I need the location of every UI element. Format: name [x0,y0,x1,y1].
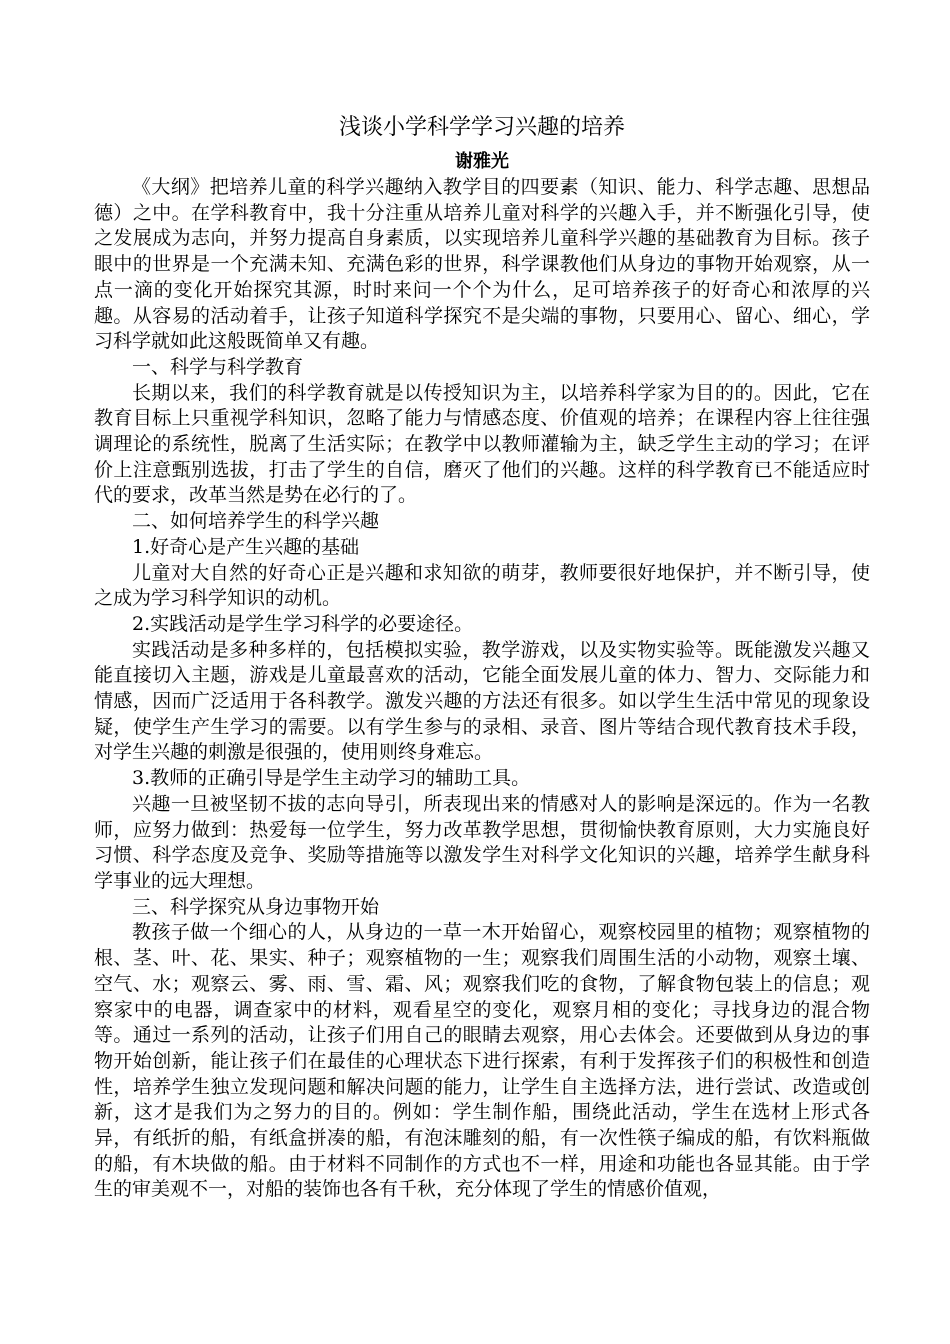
section-heading-3: 三、科学探究从身边事物开始 [132,895,380,918]
paragraph-2-2: 实践活动是多种多样的，包括模拟实验，教学游戏，以及实物实验等。既能激发兴趣又能直接切入主题，游戏是儿童最喜欢的活动，它能全面发展儿童的体力、智力、交际能力和情感，因而广泛适用于各科教学。激发兴趣的方法还有很多。如以学生生活中常见的现象设疑，使学生产生学习的需要。以有学生参与的录相、录音、图片等结合现代教育技术手段，对学生兴趣的刺激是很强的，使用则终身难忘。 [94,638,870,764]
subheading-2-3: 3.教师的正确引导是学生主动学习的辅助工具。 [132,767,531,790]
paragraph-section-1: 长期以来，我们的科学教育就是以传授知识为主，以培养科学家为目的的。因此，它在教育目标上只重视学科知识，忽略了能力与情感态度、价值观的培养；在课程内容上往往强调理论的系统性，脱离了生活实际；在教学中以教师灌输为主，缺乏学生主动的学习；在评价上注意甄别选拔，打击了学生的自信，磨灭了他们的兴趣。这样的科学教育已不能适应时代的要求，改革当然是势在必行的了。 [94,381,870,507]
paragraph-2-1: 儿童对大自然的好奇心正是兴趣和求知欲的萌芽，教师要很好地保护，并不断引导，使之成为学习科学知识的动机。 [94,561,870,610]
section-heading-1: 一、科学与科学教育 [132,355,304,378]
paragraph-2-3: 兴趣一旦被坚韧不拔的志向导引，所表现出来的情感对人的影响是深远的。作为一名教师，应努力做到：热爱每一位学生，努力改革教学思想，贯彻愉快教育原则，大力实施良好习惯、科学态度及竞争、奖励等措施等以激发学生对科学文化知识的兴趣，培养学生献身科学事业的远大理想。 [94,792,870,892]
section-heading-2: 二、如何培养学生的科学兴趣 [132,510,380,533]
paragraph-intro: 《大纲》把培养儿童的科学兴趣纳入教学目的四要素（知识、能力、科学志趣、思想品德）之中。在学科教育中，我十分注重从培养儿童对科学的兴趣入手，并不断强化引导，使之发展成为志向，并努力提高自身素质，以实现培养儿童科学兴趣的基础教育为目标。孩子眼中的世界是一个充满未知、充满色彩的世界，科学课教他们从身边的事物开始观察，从一点一滴的变化开始探究其源，时时来问一个个为什么，足可培养孩子的好奇心和浓厚的兴趣。从容易的活动着手，让孩子知道科学探究不是尖端的事物，只要用心、留心、细心，学习科学就如此这般既简单又有趣。 [94,176,870,353]
document-author: 谢雅光 [455,151,509,172]
subheading-2-2: 2.实践活动是学生学习科学的必要途径。 [132,612,474,635]
subheading-2-1: 1.好奇心是产生兴趣的基础 [132,535,360,558]
document-page [94,112,870,1203]
paragraph-section-3: 教孩子做一个细心的人，从身边的一草一木开始留心，观察校园里的植物；观察植物的根、茎、叶、花、果实、种子；观察植物的一生；观察我们周围生活的小动物，观察土壤、空气、水；观察云、雾、雨、雪、霜、风；观察我们吃的食物，了解食物包装上的信息；观察家中的电器，调查家中的材料，观看星空的变化，观察月相的变化；寻找身边的混合物等。通过一系列的活动，让孩子们用自己的眼睛去观察，用心去体会。还要做到从身边的事物开始创新，能让孩子们在最佳的心理状态下进行探索，有利于发挥孩子们的积极性和创造性，培养学生独立发现问题和解决问题的能力，让学生自主选择方法，进行尝试、改造或创新，这才是我们为之努力的目的。例如：学生制作船，围绕此活动，学生在选材上形式各异，有纸折的船，有纸盒拼凑的船，有泡沫雕刻的船，有一次性筷子编成的船，有饮料瓶做的船，有木块做的船。由于材料不同制作的方式也不一样，用途和功能也各显其能。由于学生的审美观不一，对船的装饰也各有千秋，充分体现了学生的情感价值观， [94,921,870,1201]
document-title: 浅谈小学科学学习兴趣的培养 [338,115,625,140]
